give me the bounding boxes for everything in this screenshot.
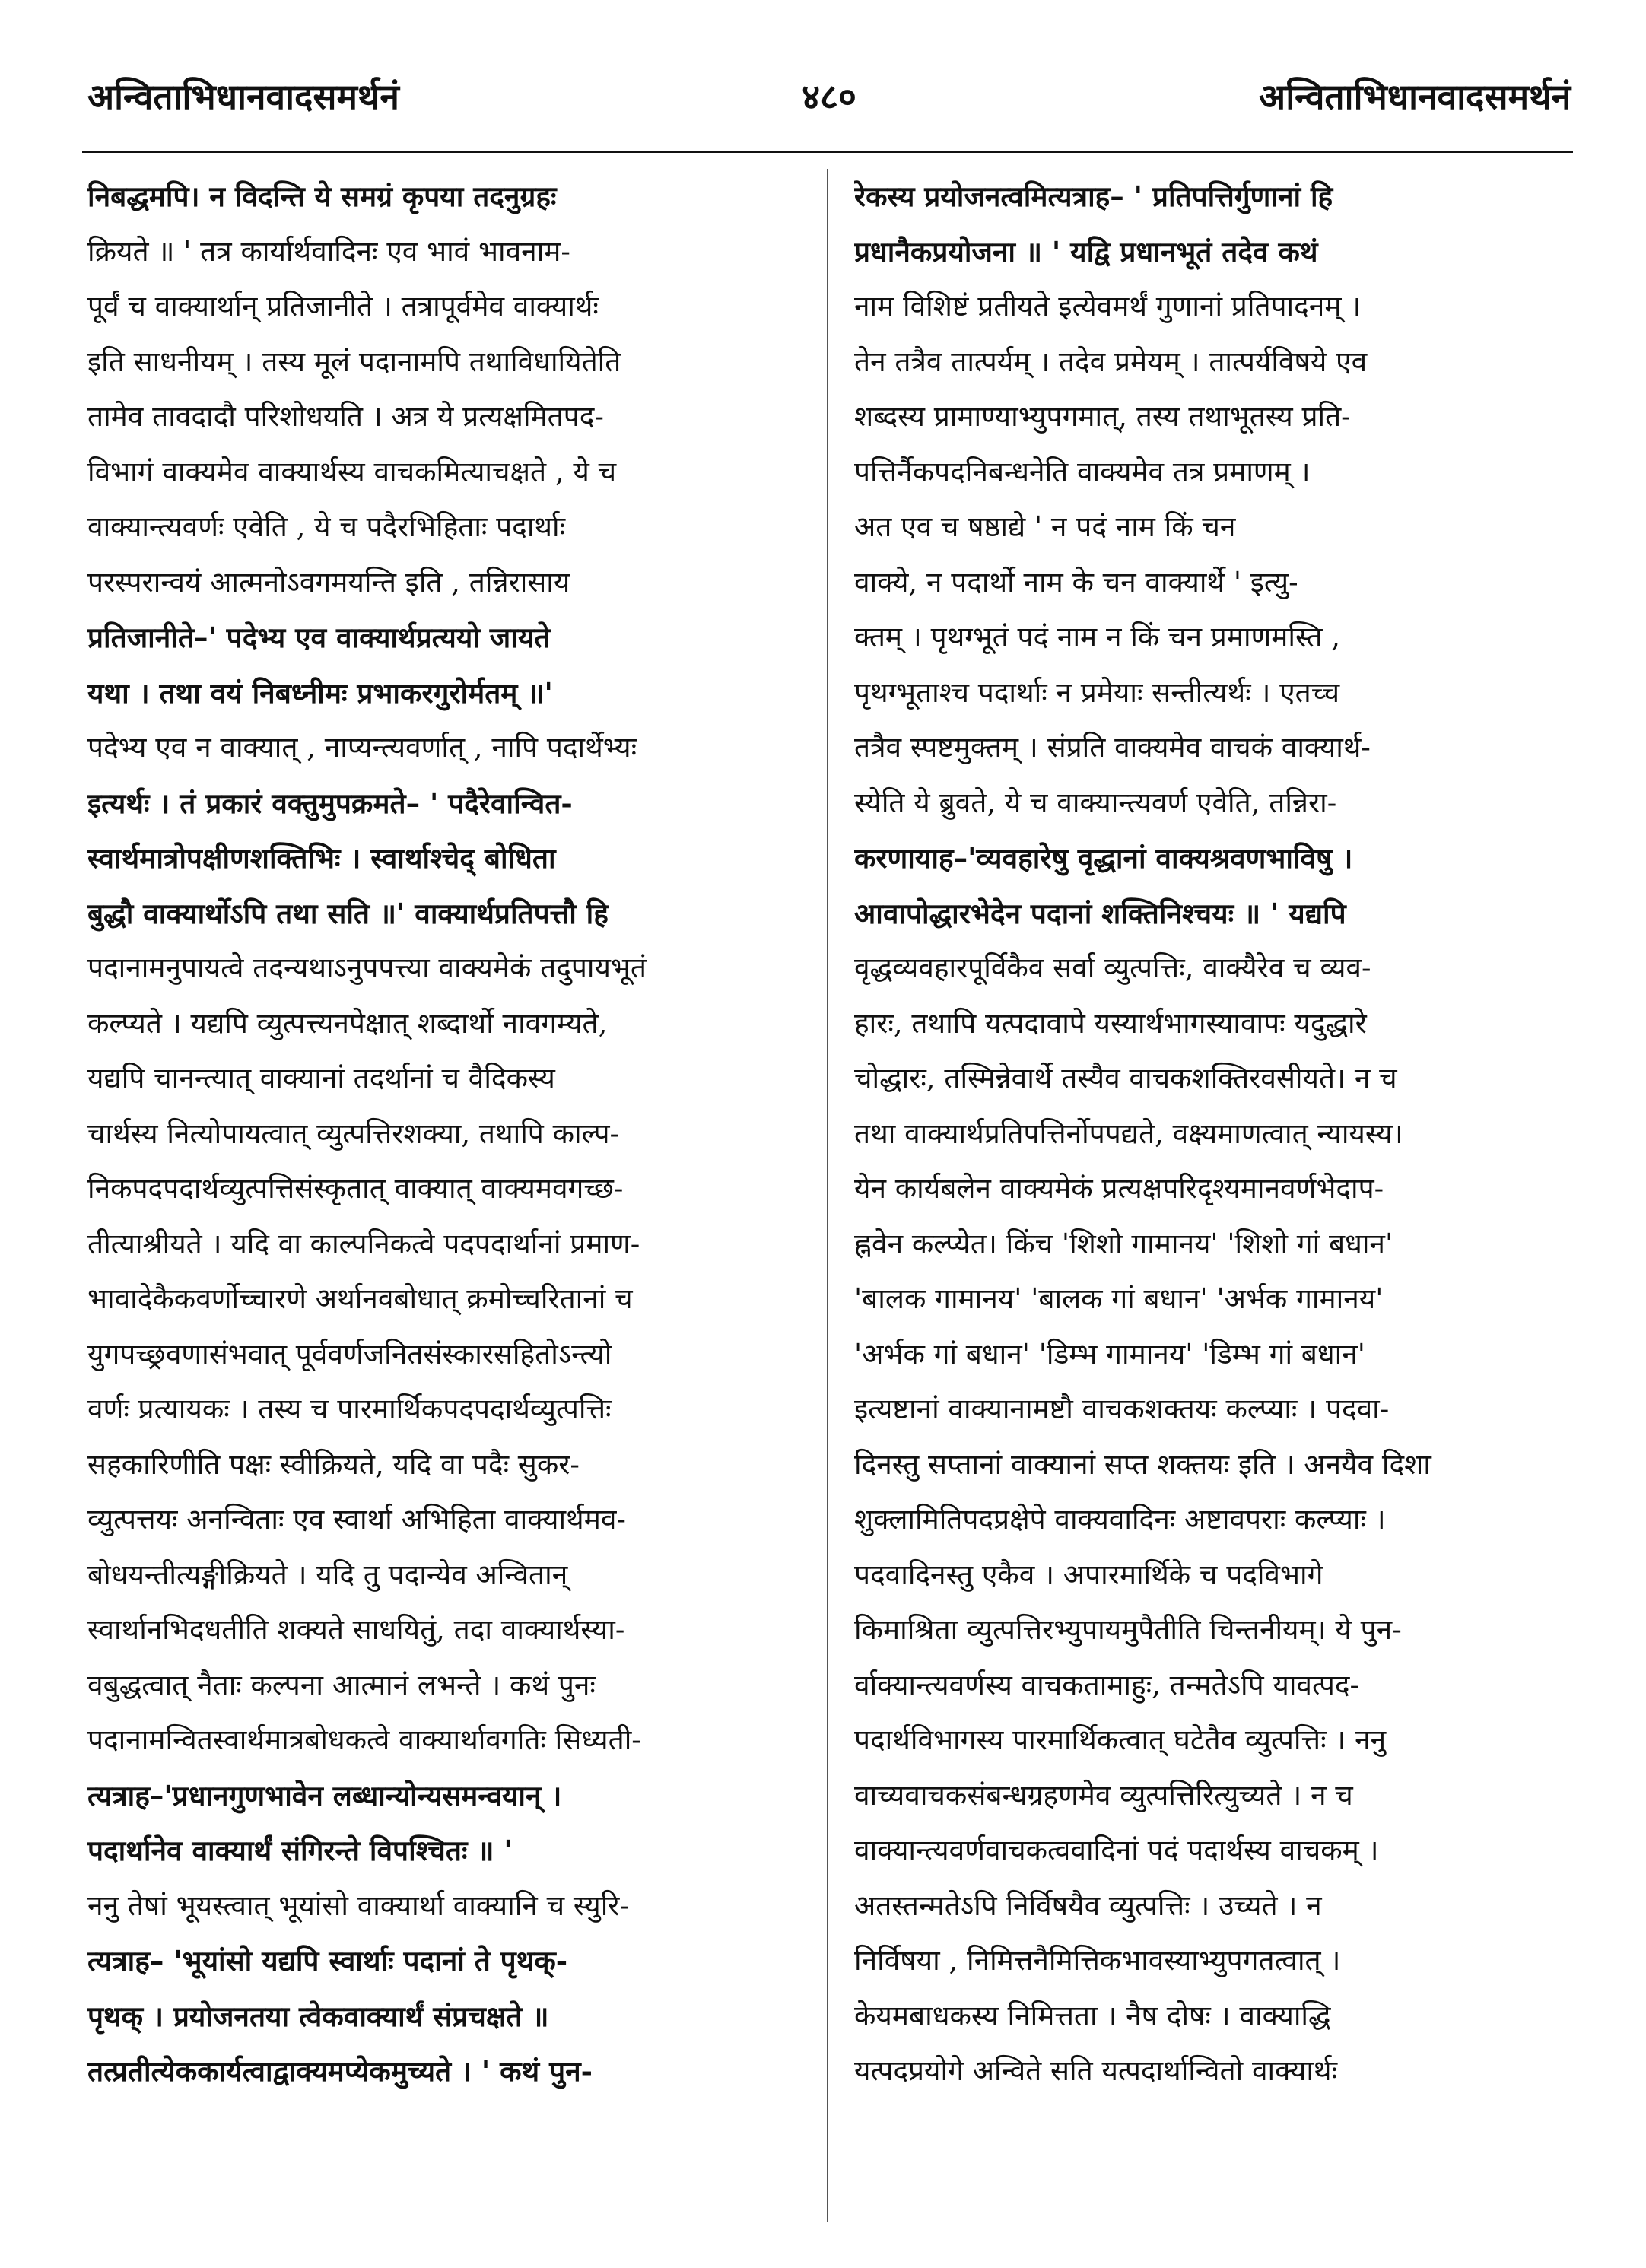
text-line: त्यत्राह–'प्रधानगुणभावेन लब्धान्योन्यसमन्वयान् । [87, 1778, 562, 1812]
text-line: स्येति ये ब्रुवते, ये च वाक्यान्त्यवर्ण एवेति, तन्निरा- [854, 786, 1337, 819]
text-line: पूर्वं च वाक्यार्थान् प्रतिजानीते । तत्रापूर्वमेव वाक्यार्थः [87, 290, 599, 322]
text-line: चोद्धारः, तस्मिन्नेवार्थे तस्यैव वाचकशक्तिरवसीयते। न च [854, 1062, 1397, 1094]
column-divider [827, 169, 828, 2222]
text-line: ननु तेषां भूयस्त्वात् भूयांसो वाक्यार्था वाक्यानि च स्युरि- [87, 1888, 629, 1922]
text-line: पदानामन्वितस्वार्थमात्रबोधकत्वे वाक्यार्थावगतिः सिध्यती- [87, 1723, 641, 1756]
text-line: वबुद्धत्वात् नैताः कल्पना आत्मानं लभन्ते । कथं पुनः [87, 1668, 596, 1701]
right-column [854, 169, 1565, 2222]
text-line: बुद्धौ वाक्यार्थोऽपि तथा सति ॥' वाक्यार्थप्रतिपत्तौ हि [87, 896, 609, 930]
text-line: पदार्थानेव वाक्यार्थं संगिरन्ते विपश्चितः ॥ ' [87, 1834, 513, 1867]
text-line: र्वाक्यान्त्यवर्णस्य वाचकतामाहुः, तन्मतेऽपि यावत्पद- [854, 1668, 1360, 1701]
text-line: स्वार्थानभिदधतीति शक्यते साधयितुं, तदा वाक्यार्थस्या- [87, 1613, 625, 1646]
text-line: त्यत्राह– 'भूयांसो यद्यपि स्वार्थाः पदानां ते पृथक्- [87, 1944, 568, 1977]
text-line: तीत्याश्रीयते । यदि वा काल्पनिकत्वे पदपदार्थानां प्रमाण- [87, 1227, 640, 1260]
text-line: आवापोद्धारभेदेन पदानां शक्तिनिश्चयः ॥ ' यद्यपि [854, 896, 1346, 930]
text-line: निर्विषया , निमित्तनैमित्तिकभावस्याभ्युपगतत्वात् । [854, 1944, 1341, 1977]
text-line: तत्रैव स्पष्टमुक्तम् । संप्रति वाक्यमेव वाचकं वाक्यार्थ- [854, 731, 1371, 764]
text-line: विभागं वाक्यमेव वाक्यार्थस्य वाचकमित्याचक्षते , ये च [87, 455, 617, 488]
text-line: स्वार्थमात्रोपक्षीणशक्तिभिः । स्वार्थाश्चेद् बोधिता [87, 841, 556, 875]
text-line: तत्प्रतीत्येककार्यत्वाद्वाक्यमप्येकमुच्यते । ' कथं पुन- [87, 2054, 593, 2088]
text-line: कल्प्यते । यद्यपि व्युत्पत्त्यनपेक्षात् शब्दार्थो नावगम्यते, [87, 1006, 608, 1040]
text-line: तथा वाक्यार्थप्रतिपत्तिर्नोपपद्यते, वक्ष्यमाणत्वात् न्यायस्य। [854, 1117, 1403, 1150]
text-line: परस्परान्वयं आत्मनोऽवगमयन्ति इति , तन्निरासाय [87, 565, 570, 599]
text-line: हारः, तथापि यत्पदावापे यस्यार्थभागस्यावापः यदुद्धारे [854, 1006, 1367, 1040]
text-line: तेन तत्रैव तात्पर्यम् । तदेव प्रमेयम् । तात्पर्यविषये एव [854, 345, 1368, 378]
text-line: पृथग्भूताश्च पदार्थाः न प्रमेयाः सन्तीत्यर्थः । एतच्च [854, 675, 1340, 709]
text-line: 'बालक गामानय' 'बालक गां बधान' 'अर्भक गामानय' [854, 1282, 1384, 1315]
text-line: पदार्थविभागस्य पारमार्थिकत्वात् घटेतैव व्युत्पत्तिः । ननु [854, 1723, 1387, 1756]
left-column [87, 169, 799, 2222]
header-rule [82, 151, 1573, 153]
text-line: पत्तिर्नैकपदनिबन्धनेति वाक्यमेव तत्र प्रमाणम् । [854, 455, 1311, 488]
text-line: बोधयन्तीत्यङ्गीक्रियते । यदि तु पदान्येव अन्वितान् [87, 1558, 568, 1591]
text-line: वाक्यान्त्यवर्णः एवेति , ये च पदैरभिहिताः पदार्थाः [87, 510, 566, 543]
text-line: यद्यपि चानन्त्यात् वाक्यानां तदर्थानां च वैदिकस्य [87, 1062, 555, 1094]
text-line: किमाश्रिता व्युत्पत्तिरभ्युपायमुपैतीति चिन्तनीयम्। ये पुन- [854, 1613, 1402, 1646]
text-line: व्युत्पत्तयः अनन्विताः एव स्वार्था अभिहिता वाक्यार्थमव- [87, 1503, 626, 1536]
text-line: करणायाह–'व्यवहारेषु वृद्धानां वाक्यश्रवणभाविषु । [854, 841, 1353, 875]
text-line: चार्थस्य नित्योपायत्वात् व्युत्पत्तिरशक्या, तथापि काल्प- [87, 1117, 619, 1150]
text-line: पृथक् । प्रयोजनतया त्वेकवाक्यार्थं संप्रचक्षते ॥ [87, 1999, 549, 2033]
text-line: क्रियते ॥ ' तत्र कार्यार्थवादिनः एव भावं भावनाम- [87, 234, 570, 268]
text-line: भावादेकैकवर्णोच्चारणे अर्थानवबोधात् क्रमोच्चरितानां च [87, 1282, 633, 1315]
text-line: वाक्ये, न पदार्थो नाम के चन वाक्यार्थे ' इत्यु- [854, 565, 1298, 599]
text-line: इत्यर्थः । तं प्रकारं वक्तुमुपक्रमते– ' पदैरेवान्वित- [87, 786, 573, 820]
text-line: निकपदपदार्थव्युत्पत्तिसंस्कृतात् वाक्यात् वाक्यमवगच्छ- [87, 1172, 624, 1205]
text-line: निबद्धमपि। न विदन्ति ये समग्रं कृपया तदनुग्रहः [87, 179, 557, 213]
running-title-left: अन्विताभिधानवादसमर्थनं [87, 76, 399, 117]
text-line: वृद्धव्यवहारपूर्विकैव सर्वा व्युत्पत्तिः, वाक्यैरेव च व्यव- [854, 951, 1371, 984]
page-number: ४८० [802, 76, 856, 117]
text-line: यत्पदप्रयोगे अन्विते सति यत्पदार्थान्वितो वाक्यार्थः [854, 2054, 1338, 2087]
text-line: तामेव तावदादौ परिशोधयति । अत्र ये प्रत्यक्षमितपद- [87, 400, 604, 433]
text-line: पदेभ्य एव न वाक्यात् , नाप्यन्त्यवर्णात् , नापि पदार्थेभ्यः [87, 731, 637, 764]
text-line: प्रधानैकप्रयोजना ॥ ' यद्वि प्रधानभूतं तदेव कथं [854, 234, 1318, 268]
text-line: अतस्तन्मतेऽपि निर्विषयैव व्युत्पत्तिः । उच्यते । न [854, 1888, 1322, 1922]
text-line: नाम विशिष्टं प्रतीयते इत्येवमर्थं गुणानां प्रतिपादनम् । [854, 290, 1362, 322]
text-line: केयमबाधकस्य निमित्तता । नैष दोषः । वाक्याद्धि [854, 1999, 1331, 2032]
text-line: वर्णः प्रत्यायकः । तस्य च पारमार्थिकपदपदार्थव्युत्पत्तिः [87, 1393, 612, 1425]
text-line: रेकस्य प्रयोजनत्वमित्यत्राह– ' प्रतिपत्तिर्गुणानां हि [854, 179, 1333, 213]
text-line: सहकारिणीति पक्षः स्वीक्रियते, यदि वा पदैः सुकर- [87, 1447, 580, 1481]
text-line: इति साधनीयम् । तस्य मूलं पदानामपि तथाविधायितेति [87, 345, 621, 378]
text-line: पदानामनुपायत्वे तदन्यथाऽनुपपत्त्या वाक्यमेकं तदुपायभूतं [87, 951, 647, 984]
text-line: येन कार्यबलेन वाक्यमेकं प्रत्यक्षपरिदृश्यमानवर्णभेदाप- [854, 1172, 1384, 1205]
text-line: क्तम् । पृथग्भूतं पदं नाम न किं चन प्रमाणमस्ति , [854, 621, 1341, 653]
running-title-right: अन्विताभिधानवादसमर्थनं [1259, 76, 1571, 117]
text-line: शुक्लामितिपदप्रक्षेपे वाक्यवादिनः अष्टावपराः कल्प्याः । [854, 1503, 1386, 1536]
text-line: वाक्यान्त्यवर्णवाचकत्ववादिनां पदं पदार्थस्य वाचकम् । [854, 1834, 1379, 1866]
text-line: दिनस्तु सप्तानां वाक्यानां सप्त शक्तयः इति । अनयैव दिशा [854, 1447, 1431, 1481]
text-line: इत्यष्टानां वाक्यानामष्टौ वाचकशक्तयः कल्प्याः । पदवा- [854, 1393, 1390, 1425]
text-line: ह्नवेन कल्प्येत। किंच 'शिशो गामानय' 'शिशो गां बधान' [854, 1227, 1393, 1260]
text-line: यथा । तथा वयं निबध्नीमः प्रभाकरगुरोर्मतम् ॥' [87, 675, 553, 710]
text-line: 'अर्भक गां बधान' 'डिम्भ गामानय' 'डिम्भ गां बधान' [854, 1337, 1365, 1371]
text-line: अत एव च षष्ठाद्ये ' न पदं नाम किं चन [854, 510, 1236, 543]
text-line: शब्दस्य प्रामाण्याभ्युपगमात्, तस्य तथाभूतस्य प्रति- [854, 400, 1351, 433]
page-header [87, 72, 1571, 133]
text-line: प्रतिजानीते–' पदेभ्य एव वाक्यार्थप्रत्ययो जायते [87, 621, 551, 654]
text-line: पदवादिनस्तु एकैव । अपारमार्थिके च पदविभागे [854, 1558, 1323, 1591]
text-line: युगपच्छ्रवणासंभवात् पूर्ववर्णजनितसंस्कारसहितोऽन्त्यो [87, 1337, 612, 1371]
text-line: वाच्यवाचकसंबन्धग्रहणमेव व्युत्पत्तिरित्युच्यते । न च [854, 1778, 1353, 1812]
